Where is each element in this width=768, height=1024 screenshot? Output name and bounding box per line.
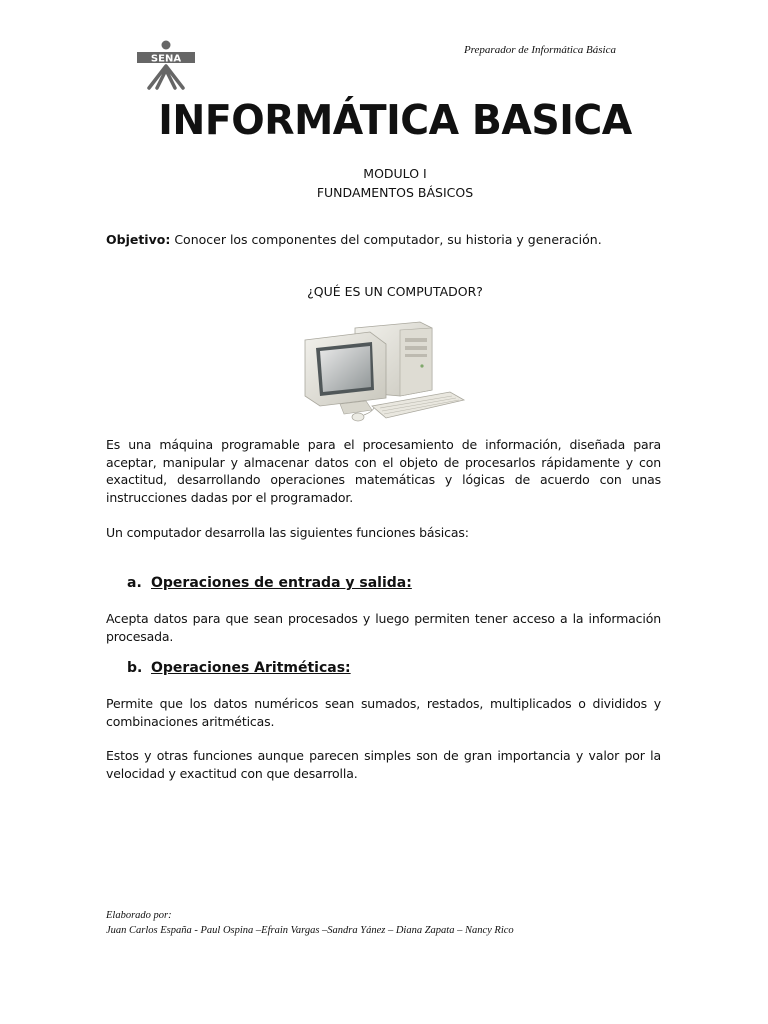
desktop-computer-illustration (300, 318, 470, 426)
sena-logo (135, 40, 197, 90)
page-title: INFORMÁTICA BASICA (158, 96, 632, 144)
objective-label: Objetivo: (106, 232, 171, 247)
heading-arithmetic (127, 660, 351, 676)
heading-a-text: Operaciones de entrada y salida: (151, 575, 412, 591)
footer-label: Elaborado por: (106, 910, 172, 921)
objective-text: Conocer los componentes del computador, su historia y generación. (170, 232, 602, 247)
header-note: Preparador de Informática Básica (463, 44, 616, 56)
paragraph-importance: Estos y otras funciones aunque parecen simples son de gran importancia y valor por la velocidad y exactitud con que desarrolla. (106, 748, 661, 781)
objective (106, 232, 706, 247)
footer-authors: Juan Carlos España - Paul Ospina –Efrain Vargas –Sandra Yánez – Diana Zapata – Nancy Rico (106, 925, 514, 936)
module-name: FUNDAMENTOS BÁSICOS (316, 185, 474, 200)
section-question: ¿QUÉ ES UN COMPUTADOR? (307, 284, 483, 299)
heading-b-letter: b. (127, 660, 143, 676)
module-block (0, 164, 768, 202)
paragraph-definition: Es una máquina programable para el procesamiento de información, diseñada para aceptar, manipular y almacenar datos con el objeto de procesarlos rápidamente y con exactitud, desarrollando operaciones matemáticas y lógicas de acuerdo con unas instrucciones dadas por el programador. (106, 437, 661, 505)
heading-input-output (127, 575, 412, 591)
heading-a-letter: a. (127, 575, 142, 591)
heading-b-text: Operaciones Aritméticas: (151, 660, 351, 676)
paragraph-functions-intro: Un computador desarrolla las siguientes funciones básicas: (106, 525, 469, 540)
paragraph-arithmetic: Permite que los datos numéricos sean sumados, restados, multiplicados o divididos y combinaciones aritméticas. (106, 696, 661, 729)
sena-logo-text: SENA (150, 53, 182, 65)
module-number: MODULO I (363, 166, 427, 181)
paragraph-input-output: Acepta datos para que sean procesados y luego permiten tener acceso a la información procesada. (106, 611, 661, 644)
